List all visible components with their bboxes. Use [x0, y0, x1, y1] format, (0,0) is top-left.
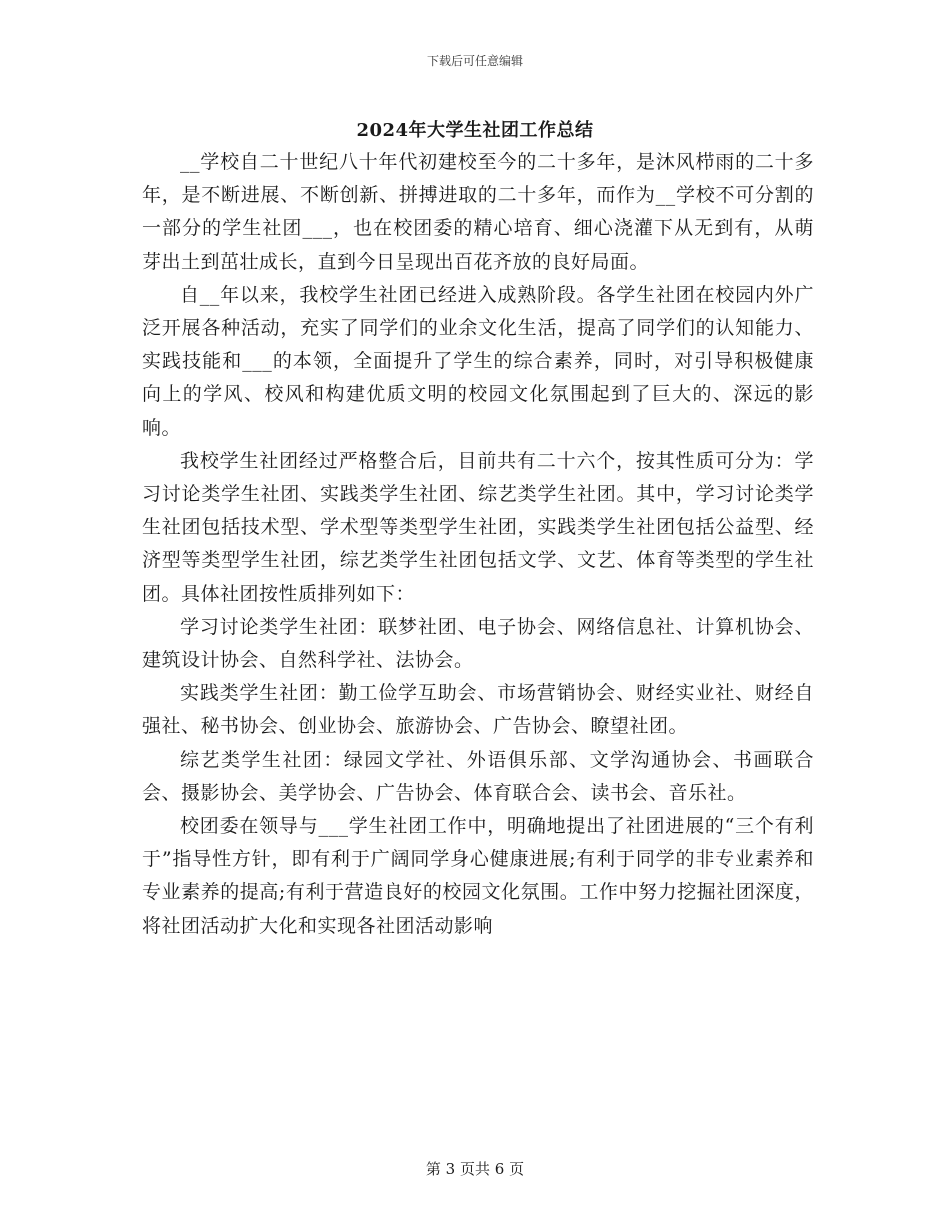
paragraph-practice-clubs: 实践类学生社团：勤工俭学互助会、市场营销协会、财经实业社、财经自强社、秘书协会、创业协会、旅游协会、广告协会、瞭望社团。	[142, 682, 814, 738]
paragraph-guidelines: 校团委在领导与___学生社团工作中，明确地提出了社团进展的“三个有利于”指导性方针，即有利于广阔同学身心健康进展;有利于同学的非专业素养和专业素养的提高;有利于营造良好的校园文化氛围。工作中努力挖掘社团深度，将社团活动扩大化和实现各社团活动影响	[142, 815, 814, 937]
page-number: 第 3 页共 6 页	[425, 1160, 525, 1178]
document-title: 2024年大学生社团工作总结	[356, 120, 594, 141]
paragraph-categories: 我校学生社团经过严格整合后，目前共有二十六个，按其性质可分为：学习讨论类学生社团、实践类学生社团、综艺类学生社团。其中，学习讨论类学生社团包括技术型、学术型等类型学生社团，实践类学生社团包括公益型、经济型等类型学生社团，综艺类学生社团包括文学、文艺、体育等类型的学生社团。具体社团按性质排列如下：	[142, 449, 814, 605]
paragraph-intro: __学校自二十世纪八十年代初建校至今的二十多年，是沐风栉雨的二十多年，是不断进展、不断创新、拼搏进取的二十多年，而作为__学校不可分割的一部分的学生社团___，也在校团委的精心培育、细心浇灌下从无到有，从萌芽出土到茁壮成长，直到今日呈现出百花齐放的良好局面。	[142, 151, 814, 273]
paragraph-study-clubs: 学习讨论类学生社团：联梦社团、电子协会、网络信息社、计算机协会、建筑设计协会、自然科学社、法协会。	[142, 615, 814, 672]
paragraph-maturity: 自__年以来，我校学生社团已经进入成熟阶段。各学生社团在校园内外广泛开展各种活动，充实了同学们的业余文化生活，提高了同学们的认知能力、实践技能和___的本领，全面提升了学生的综合素养，同时，对引导积极健康向上的学风、校风和构建优质文明的校园文化氛围起到了巨大的、深远的影响。	[142, 283, 814, 439]
document-body	[142, 146, 814, 943]
page-header-note: 下载后可任意编辑	[426, 54, 523, 68]
paragraph-arts-clubs: 综艺类学生社团：绿园文学社、外语俱乐部、文学沟通协会、书画联合会、摄影协会、美学协会、广告协会、体育联合会、读书会、音乐社。	[142, 748, 814, 804]
